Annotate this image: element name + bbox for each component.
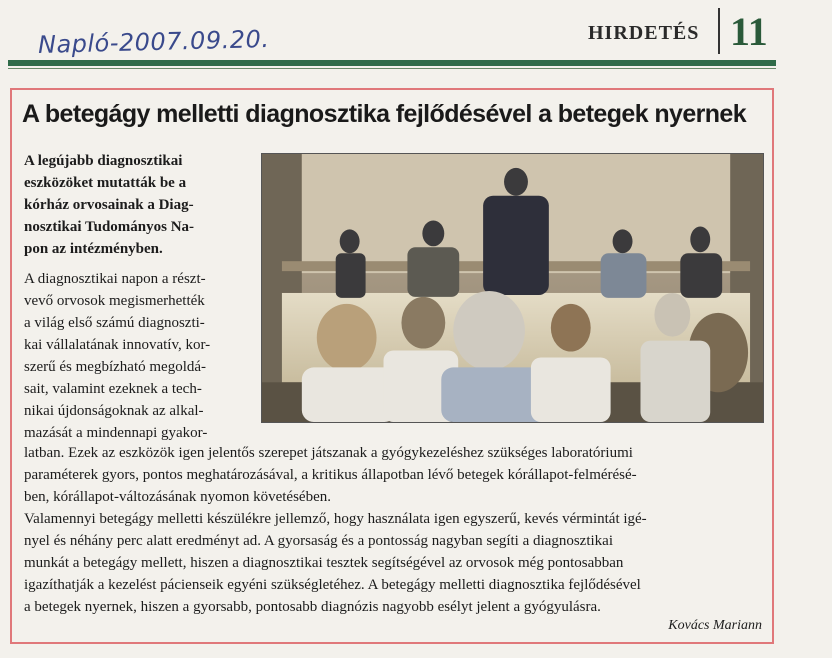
author-signature: Kovács Mariann (668, 618, 762, 633)
body-line: sait, valamint ezeknek a tech- (24, 381, 202, 397)
page-number: 11 (730, 9, 768, 54)
body-line: latban. Ezek az eszközök igen jelentős szerepet játszanak a gyógykezeléshez szükséges laboratóriumi (24, 445, 633, 461)
lead-line: A legújabb diagnosztikai (24, 153, 183, 169)
lead-line: nosztikai Tudományos Na- (24, 219, 195, 235)
header-rule-thin (8, 68, 776, 69)
article-full-width-text (24, 442, 764, 618)
body-line: igazíthatják a kezelést pácienseik egyéni szükségletéhez. A betegágy melletti diagnosztika fejlődésével (24, 577, 641, 593)
section-label: HIRDETÉS (588, 22, 700, 44)
body-line: mazását a mindennapi gyakor- (24, 425, 208, 441)
article-headline: A betegágy melletti diagnosztika fejlődésével a betegek nyernek (22, 100, 747, 128)
body-line: nikai újdonságoknak az alkal- (24, 403, 204, 419)
body-line: nyel és néhány perc alatt eredményt ad. A gyorsaság és a pontosság nagyban segíti a diagnosztikai (24, 533, 613, 549)
lead-line: pon az intézményben. (24, 241, 163, 257)
body-line: szerű és megbízható megoldá- (24, 359, 207, 375)
article-left-column (24, 150, 260, 444)
handwritten-date-note: Napló-2007.09.20. (37, 24, 270, 60)
body-line: kai vállalatának innovatív, kor- (24, 337, 211, 353)
body-line: Valamennyi betegágy melletti készülékre jellemző, hogy használata igen egyszerű, kevés vérmintát igé- (24, 511, 647, 527)
body-line: vevő orvosok megismerhették (24, 293, 205, 309)
body-line: paraméterek gyors, pontos meghatározásával, a kritikus állapotban lévő betegek kórállapot-felmérésé- (24, 467, 637, 483)
lead-line: kórház orvosainak a Diag- (24, 197, 194, 213)
header-divider (718, 8, 720, 54)
body-line: a világ első számú diagnoszti- (24, 315, 205, 331)
article-lead (24, 150, 260, 260)
lead-line: eszközöket mutatták be a (24, 175, 187, 191)
header-rule (8, 60, 776, 66)
body-line: A diagnosztikai napon a részt- (24, 271, 206, 287)
body-line: ben, kórállapot-változásának nyomon követésében. (24, 489, 331, 505)
conference-photo (261, 153, 764, 423)
body-line: a betegek nyernek, hiszen a gyorsabb, pontosabb diagnózis nagyobb esélyt jelent a gyógyulásra. (24, 599, 601, 615)
body-line: munkát a betegágy mellett, hiszen a diagnosztikai tesztek segítségével az orvosok még pontosabban (24, 555, 624, 571)
